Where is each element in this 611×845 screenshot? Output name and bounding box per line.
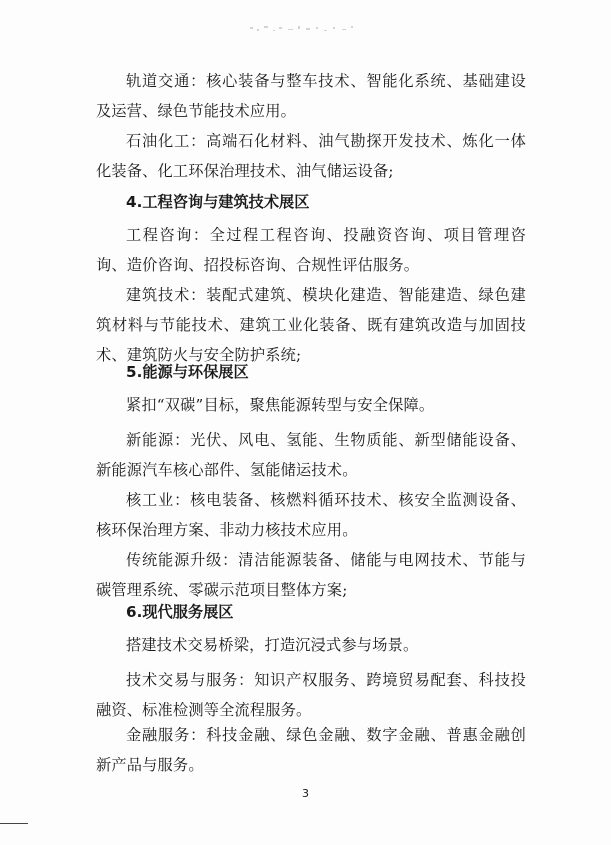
section-heading-services: 6.现代服务展区 [126,603,234,621]
paragraph-energy-intro: 紧扣“双碳”目标，聚焦能源转型与安全保障。 [126,396,435,414]
paragraph-financial-services: 金融服务：科技金融、绿色金融、数字金融、普惠金融创新产品与服务。 [96,726,526,774]
scan-edge-mark [0,823,28,824]
section-heading-engineering: 4.工程咨询与建筑技术展区 [126,193,310,211]
page-number: 3 [302,787,309,800]
paragraph-new-energy: 新能源：光伏、风电、氢能、生物质能、新型储能设备、新能源汽车核心部件、氢能储运技术。 [96,431,526,479]
section-heading-energy: 5.能源与环保展区 [126,363,249,381]
paragraph-traditional-energy: 传统能源升级：清洁能源装备、储能与电网技术、节能与碳管理系统、零碳示范项目整体方案; [96,551,526,599]
paragraph-engineering-consulting: 工程咨询：全过程工程咨询、投融资咨询、项目管理咨询、造价咨询、招投标咨询、合规性评估服务。 [96,226,526,274]
paragraph-services-intro: 搭建技术交易桥梁，打造沉浸式参与场景。 [126,636,419,654]
paragraph-tech-trade: 技术交易与服务：知识产权服务、跨境贸易配套、科技投融资、标准检测等全流程服务。 [96,671,526,719]
paragraph-rail-transit: 轨道交通：核心装备与整车技术、智能化系统、基础建设及运营、绿色节能技术应用。 [96,72,526,120]
paragraph-building-technology: 建筑技术：装配式建筑、模块化建造、智能建造、绿色建筑材料与节能技术、建筑工业化装备、既有建筑改造与加固技术、建筑防火与安全防护系统; [96,286,526,364]
paragraph-nuclear: 核工业：核电装备、核燃料循环技术、核安全监测设备、核环保治理方案、非动力核技术应用。 [96,491,526,539]
scan-artifact [248,22,358,36]
paragraph-petrochemical: 石油化工：高端石化材料、油气勘探开发技术、炼化一体化装备、化工环保治理技术、油气储运设备; [96,132,526,180]
